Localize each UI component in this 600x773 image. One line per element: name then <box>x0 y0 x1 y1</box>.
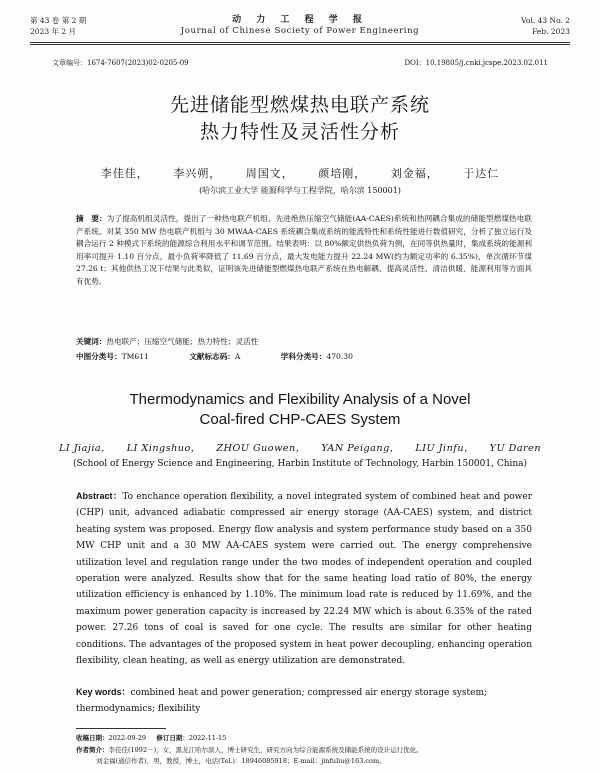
title-en-line1: Thermodynamics and Flexibility Analysis of a Novel <box>129 391 471 408</box>
date-en: Feb. 2023 <box>532 27 570 36</box>
author-en: YU Daren <box>489 443 541 454</box>
authors-cn <box>0 165 600 181</box>
abstract-cn-text: 为了提高机组灵活性，提出了一种热电联产机组、先进绝热压缩空气储能(AA-CAES)系统和热网耦合集成的储能型燃煤热电联产系统。对某 350 MW 热电联产机组与 30 MWAA-CAES 系统耦合集成系统的能流特性和系统性能进行数值研究，分析了独立运行及耦合运行 2 种模式下系统的能源综合利用水平和调节范围。结果表明：以 80%额定供热负荷为例，在同等供热量时，集成系统的能源利用率可提升 1.10 百分点，最小负荷率降低了 11.69 百分点，最大发电能力提升 22.24 MW(约为额定功率的 6.35%)，单次循环节煤 27.26 t；其他供热工况下结果与此类似，证明该先进储能型燃煤热电联产系统在热电解耦、提高灵活性、清洁供暖、能源利用等方面具有优势。 <box>76 214 533 286</box>
title-en-line2: Coal-fired CHP-CAES System <box>199 411 401 428</box>
received-label: 收稿日期： <box>76 734 109 742</box>
author-cn: 于达仁 <box>463 167 500 180</box>
footnote-rule <box>76 728 166 729</box>
author-cn: 刘金福， <box>390 167 439 180</box>
revised-date: 2022-11-15 <box>188 734 227 742</box>
article-number: 文章编号：1674-7607(2023)02-0205-09 <box>52 59 189 67</box>
issue-info-en <box>521 15 570 37</box>
title-en <box>0 390 600 430</box>
author-en: LIU Jinfu， <box>415 443 475 454</box>
header-rule-secondary <box>30 44 570 45</box>
affiliation-en: (School of Energy Science and Engineering, Harbin Institute of Technology, Harbin 150001, China) <box>72 459 528 469</box>
author-cn: 颜培刚， <box>318 167 367 180</box>
author-intro-label: 作者简介： <box>76 745 109 754</box>
authors-en <box>0 440 600 454</box>
title-cn-line2: 热力特性及灵活性分析 <box>199 121 400 143</box>
keywords-cn-text: 热电联产；压缩空气储能；热力特性；灵活性 <box>106 337 259 346</box>
keywords-en-label: Key words： <box>76 687 131 697</box>
revised-label: 修订日期： <box>156 734 189 742</box>
article-meta <box>52 58 548 68</box>
title-cn-line1: 先进储能型燃煤热电联产系统 <box>169 94 430 116</box>
author-en: YAN Peigang， <box>321 443 400 454</box>
clc-number: TM611 <box>121 352 149 361</box>
author-intro: 李佳佳(1992－)，女，黑龙江哈尔滨人，博士研究生，研究方向为综合能源系统及储能系统的设计运行优化。 <box>108 745 423 754</box>
abstract-cn <box>76 213 532 289</box>
author-en: LI Jiajia， <box>59 443 112 454</box>
affiliation-cn: (哈尔滨工业大学 能源科学与工程学院，哈尔滨 150001) <box>199 186 401 195</box>
abstract-en-text: To enchance operation flexibility, a novel integrated system of combined heat and power (CHP) unit, advanced adiabatic compressed air energy storage (AA-CAES) system, and district heating system was proposed. Energy flow analysis and system performance study based on a 350 MW CHP unit and a 30 MW AA-CAES system were carried out. The energy comprehensive utilization level and regulation range under the two modes of independent operation and coupled operation were analyzed. Results show that for the same heating load ratio of 80%, the energy utilization efficiency is enhanced by 1.10%. The minimum load rate is reduced by 11.69%, and the maximum power generation capacity is increased by 22.24 MW which is about 6.35% of the rated power. 27.26 tons of coal is saved for one cycle. The results are similar for other heating conditions. The advantages of the proposed system in heat power decoupling, enhancing operation flexibility, clean heating, as well as energy utilization are demonstrated. <box>76 492 532 667</box>
keywords-cn <box>76 336 532 347</box>
subject-label: 学科分类号： <box>280 352 327 361</box>
clc-label: 中图分类号： <box>76 352 122 361</box>
author-en: ZHOU Guowen， <box>216 443 306 454</box>
author-cn: 李兴朔， <box>173 167 222 180</box>
subject-code: 470.30 <box>326 352 353 361</box>
volume-en: Vol. 43 No. 2 <box>521 16 570 25</box>
abstract-en <box>76 488 532 669</box>
doi: DOI：10.19805/j.cnki.jcspe.2023.02.011 <box>404 59 548 67</box>
keywords-cn-label: 关键词： <box>76 337 107 346</box>
doc-code: A <box>234 352 241 361</box>
journal-name-en: Journal of Chinese Society of Power Engineering <box>180 26 420 36</box>
abstract-cn-label: 摘 要： <box>76 214 107 223</box>
volume-cn: 第 43 卷 第 2 期 <box>30 16 87 25</box>
author-cn: 李佳佳， <box>100 167 149 180</box>
header-rule <box>30 42 570 43</box>
running-header <box>30 15 570 45</box>
received-date: 2022-09-29 <box>108 734 146 742</box>
author-en: LI Xingshuo， <box>126 443 201 454</box>
corresponding-author: 刘金福(通信作者)，男，教授，博士，电话(Tel.)：18946085918；E-mail：jinfuliu@163.com。 <box>96 757 386 765</box>
keywords-en <box>76 684 532 717</box>
date-cn: 2023 年 2 月 <box>30 27 77 36</box>
abstract-en-label: Abstract： <box>76 491 123 501</box>
footnotes <box>76 733 546 768</box>
classification-cn <box>76 351 353 362</box>
author-intro-line <box>76 745 546 757</box>
title-cn <box>0 92 600 146</box>
journal-name-cn: 动 力 工 程 学 报 <box>232 15 368 25</box>
journal-name <box>30 15 570 37</box>
dates-line <box>76 733 546 745</box>
doc-code-label: 文献标志码： <box>189 352 235 361</box>
author-cn: 周国文， <box>245 167 294 180</box>
keywords-en-text: combined heat and power generation; compressed air energy storage system; thermodynamics; flexibility <box>76 688 488 714</box>
